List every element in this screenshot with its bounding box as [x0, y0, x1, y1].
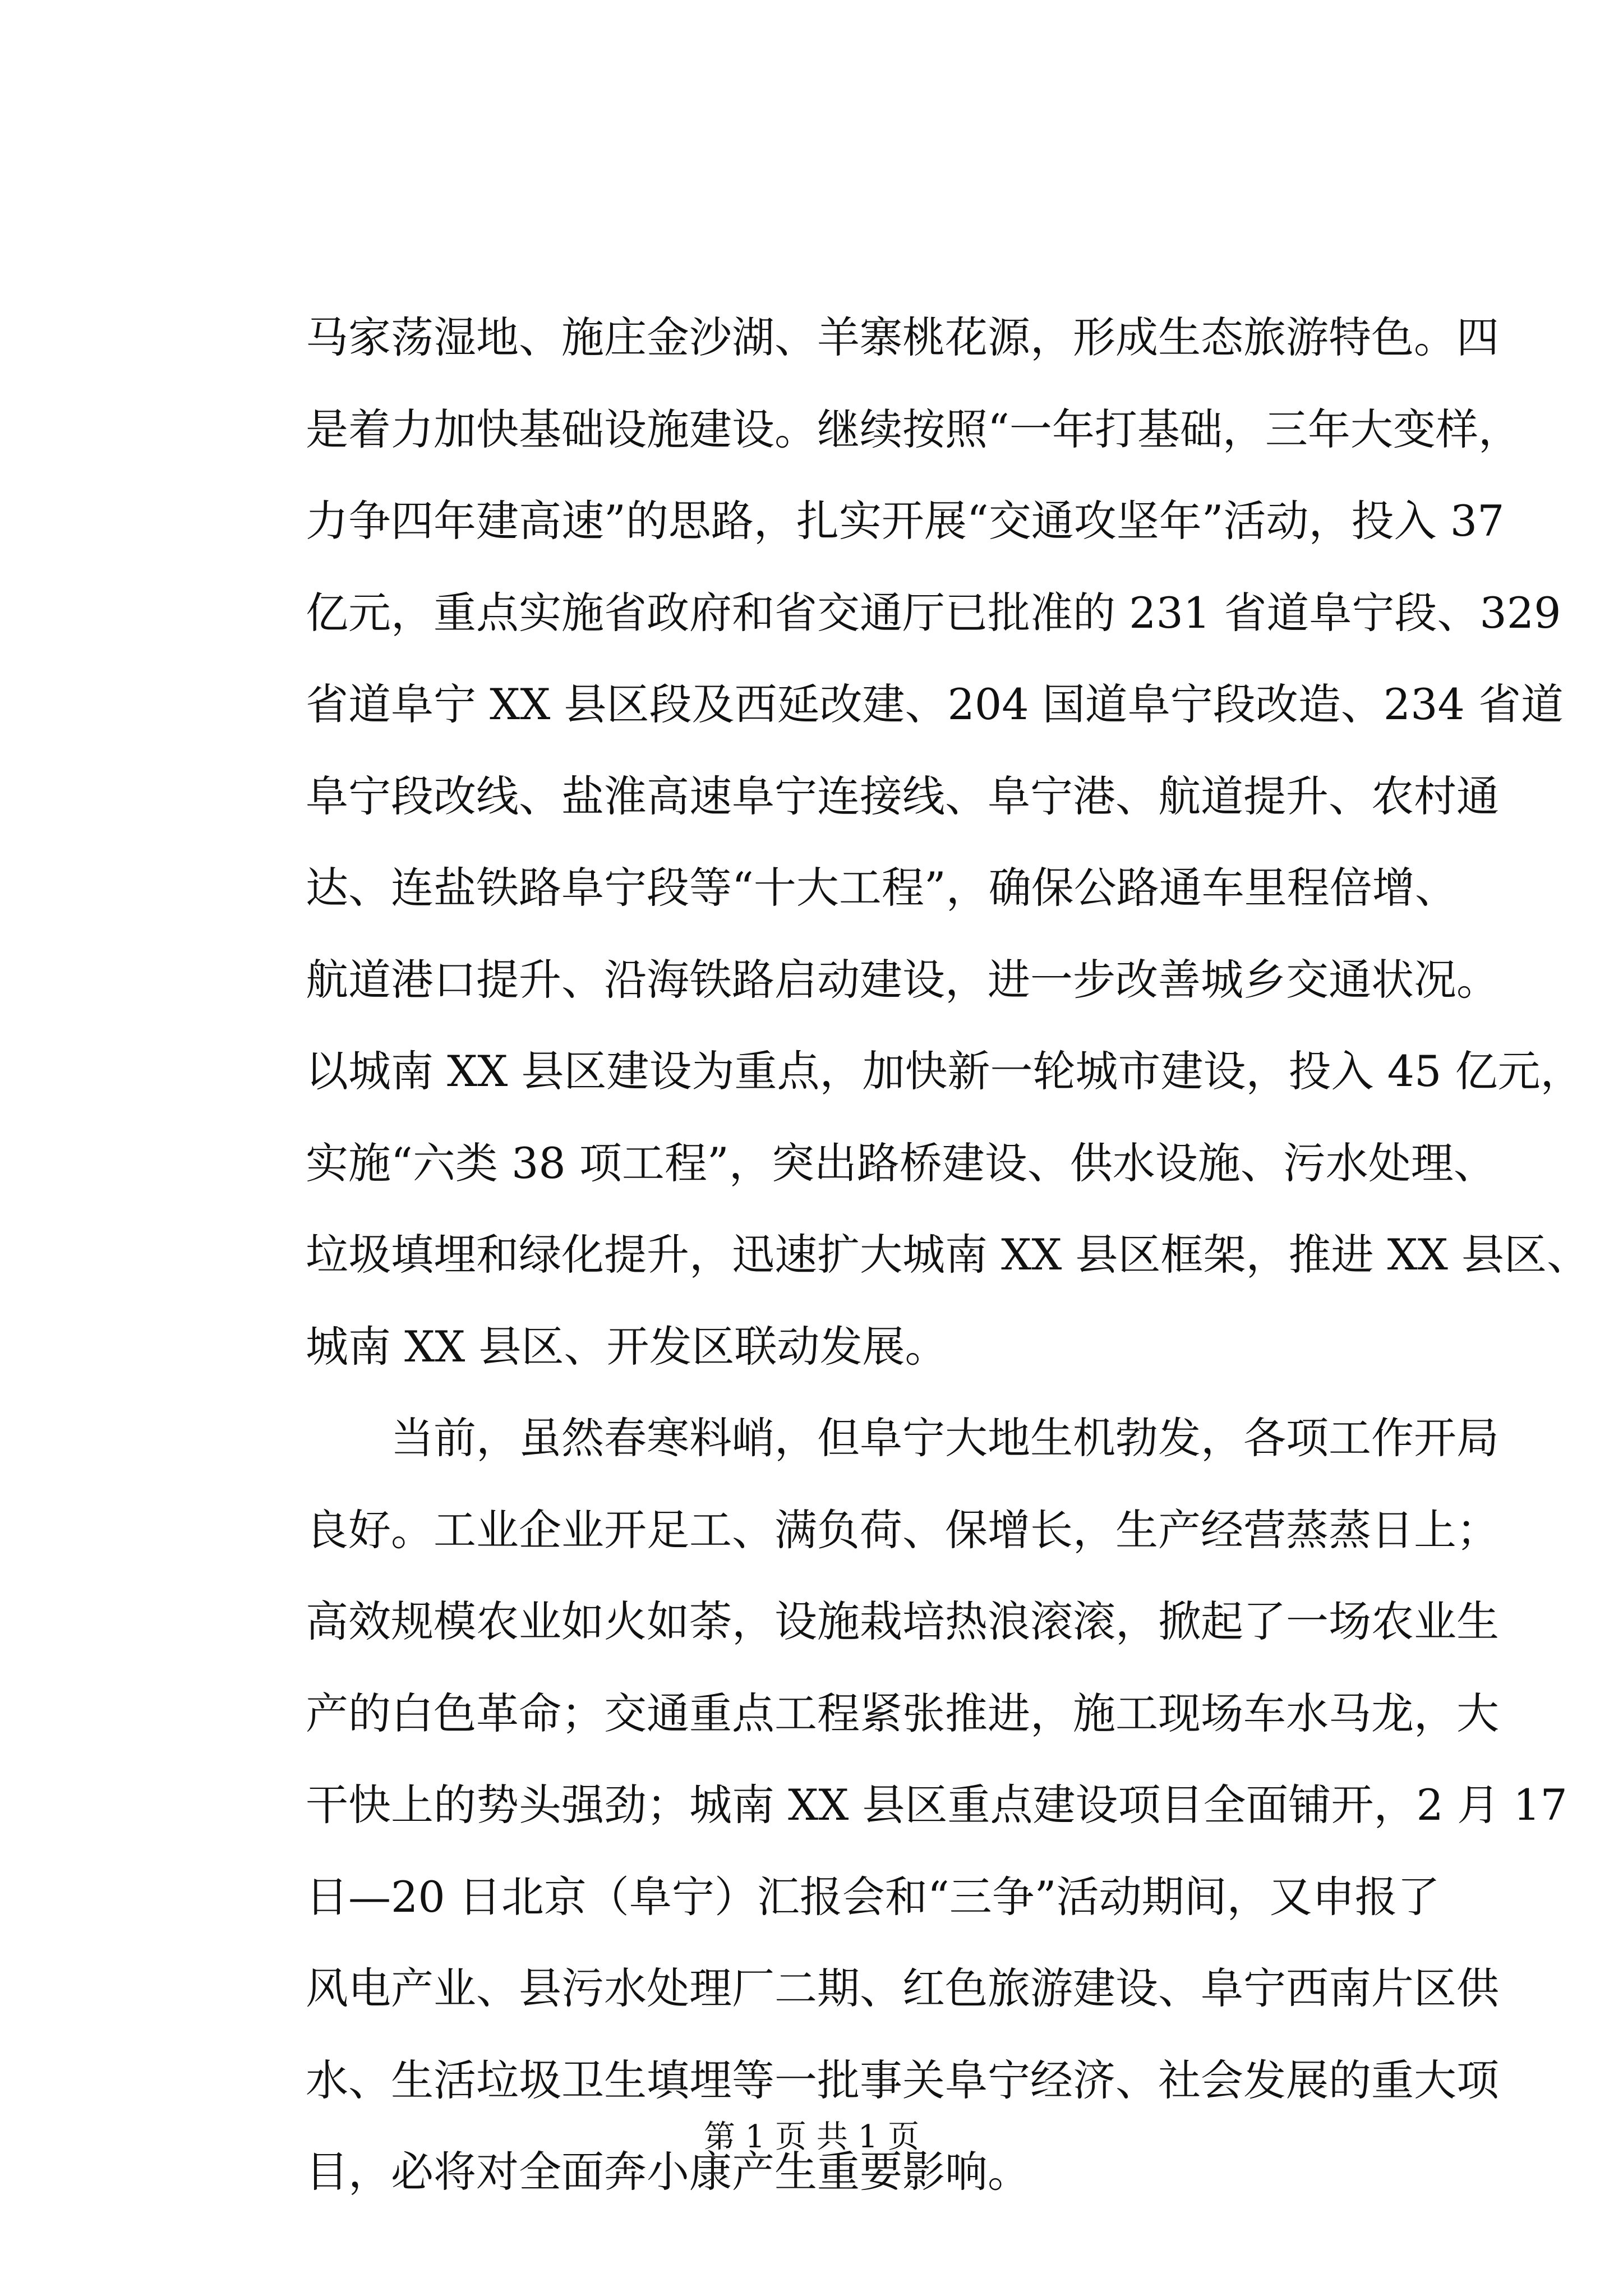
- text-line: 阜宁段改线、盐淮高速阜宁连接线、阜宁港、航道提升、农村通: [306, 771, 1499, 821]
- text-line: 以城南 XX 县区建设为重点，加快新一轮城市建设，投入 45 亿元，: [306, 1046, 1583, 1096]
- text-line: 马家荡湿地、施庄金沙湖、羊寨桃花源，形成生态旅游特色。四: [306, 312, 1499, 362]
- text-line: 城南 XX 县区、开发区联动发展。: [306, 1321, 948, 1372]
- text-line: 良好。工业企业开足工、满负荷、保增长，生产经营蒸蒸日上；: [306, 1504, 1499, 1555]
- text-line: 干快上的势头强劲；城南 XX 县区重点建设项目全面铺开，2 月 17: [306, 1780, 1567, 1830]
- text-line: 目，必将对全面奔小康产生重要影响。: [306, 2147, 1030, 2197]
- text-line: 产的白色革命；交通重点工程紧张推进，施工现场车水马龙，大: [306, 1688, 1499, 1738]
- paragraph-1: [306, 292, 1590, 1392]
- text-line: 达、连盐铁路阜宁段等“十大工程”，确保公路通车里程倍增、: [306, 863, 1458, 913]
- text-line: 日—20 日北京（阜宁）汇报会和“三争”活动期间，又申报了: [306, 1871, 1440, 1922]
- page-number-label: 第 1 页 共 1 页: [703, 2119, 920, 2155]
- text-line: 高效规模农业如火如荼，设施栽培热浪滚滚，掀起了一场农业生: [306, 1596, 1499, 1646]
- paragraph-2: [306, 1392, 1567, 2218]
- text-line: 当前，虽然春寒料峭，但阜宁大地生机勃发，各项工作开局: [391, 1413, 1499, 1463]
- text-line: 省道阜宁 XX 县区段及西延改建、204 国道阜宁段改造、234 省道: [306, 679, 1564, 729]
- text-line: 实施“六类 38 项工程”，突出路桥建设、供水设施、污水处理、: [306, 1138, 1496, 1188]
- text-line: 亿元，重点实施省政府和省交通厅已批准的 231 省道阜宁段、329: [306, 587, 1561, 638]
- text-line: 水、生活垃圾卫生填埋等一批事关阜宁经济、社会发展的重大项: [306, 2055, 1499, 2105]
- page-footer: [0, 2115, 1623, 2160]
- text-line: 航道港口提升、沿海铁路启动建设，进一步改善城乡交通状况。: [306, 954, 1499, 1005]
- text-line: 垃圾填埋和绿化提升，迅速扩大城南 XX 县区框架，推进 XX 县区、: [306, 1230, 1590, 1280]
- text-line: 风电产业、县污水处理厂二期、红色旅游建设、阜宁西南片区供: [306, 1963, 1499, 2013]
- text-line: 力争四年建高速”的思路，扎实开展“交通攻坚年”活动，投入 37: [306, 496, 1505, 546]
- document-body: [306, 292, 1590, 2218]
- text-line: 是着力加快基础设施建设。继续按照“一年打基础，三年大变样，: [306, 404, 1521, 454]
